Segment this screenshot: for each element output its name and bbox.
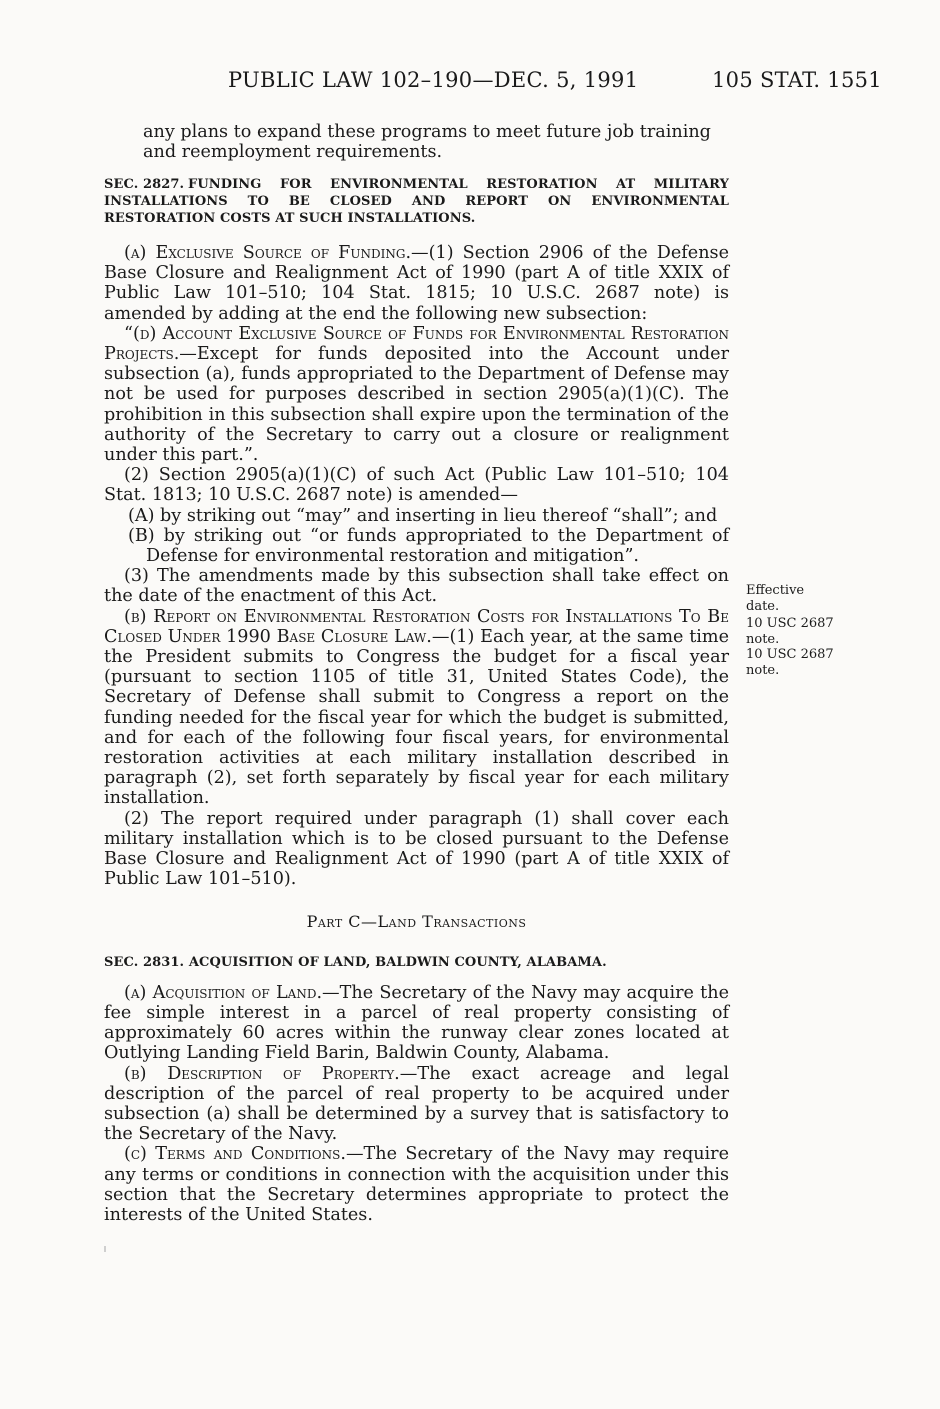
subsection-a-heading: (a) Exclusive Source of Funding. — [124, 243, 412, 263]
running-head-page-number: 105 STAT. 1551 — [712, 68, 882, 92]
subsection-c-text: —The Secretary of the Navy may require any terms or conditions in connection with the acquisition under this section that the Secretary determines appropriate to protect the interests of the United States. — [104, 1144, 729, 1225]
margin-note-usc-2-line2: note. — [746, 662, 780, 678]
section-2831-subsection-b — [104, 1064, 729, 1145]
subsection-b-paragraph-2: (2) The report required under paragraph (1) shall cover each military installation which is to be closed pursuant to the Defense Base Closure and Realignment Act of 1990 (part A of title XXIX of Public Law 101–510). — [104, 808, 729, 890]
part-c-title: Part C—Land Transactions — [306, 911, 527, 931]
subsection-a-text: —(1) Section 2906 of the Defense Base Closure and Realignment Act of 1990 (part A of title XXIX of Public Law 101–510; 104 Stat. 1815; 10 U.S.C. 2687 note) is amended by adding at the end the following new subsection: — [104, 243, 729, 324]
section-title: ACQUISITION OF LAND, BALDWIN COUNTY, ALABAMA. — [188, 954, 607, 970]
subparagraph-a: (A) by striking out “may” and inserting in lieu thereof “shall”; and — [128, 505, 718, 526]
scan-artifact — [104, 1246, 106, 1252]
section-2831-subsection-c — [104, 1144, 729, 1225]
running-head-title: PUBLIC LAW 102–190—DEC. 5, 1991 — [228, 68, 639, 92]
subsection-a-heading: (a) Acquisition of Land. — [124, 982, 323, 1003]
subsection-a-paragraph-2: (2) Section 2905(a)(1)(C) of such Act (Public Law 101–510; 104 Stat. 1813; 10 U.S.C. 2687 note) is amended— — [104, 465, 729, 506]
subsection-a-text: —The Secretary of the Navy may acquire the fee simple interest in a parcel of real property consisting of approximately 60 acres within the runway clear zones located at Outlying Landing Field Barin, Baldwin County, Alabama. — [104, 982, 729, 1064]
subsection-b-heading: (b) Description of Property. — [124, 1063, 400, 1084]
section-title: FUNDING FOR ENVIRONMENTAL RESTORATION AT MILITARY INSTALLATIONS TO BE CLOSED AND REPORT ON ENVIRONMENTAL RESTORATION COSTS AT SUCH INSTALLATIONS. — [104, 177, 729, 226]
subsection-b-text: —(1) Each year, at the same time the President submits to Congress the budget for a fiscal year (pursuant to section 1105 of title 31, United States Code), the Secretary of Defense shall submit to Congress a report on the funding needed for the fiscal year for which the budget is submitted, and for each of the following four fiscal years, for environmental restoration activities at each military installation described in paragraph (2), set forth separately by fiscal year for each military installation. — [104, 626, 729, 809]
subsection-b-heading: (b) Report on Environmental Restoration Costs for Installations To Be Closed Under 1990 Base Closure Law. — [104, 606, 729, 647]
section-heading — [104, 176, 729, 227]
continuation-paragraph: any plans to expand these programs to meet future job training and reemployment requirements. — [143, 122, 711, 163]
margin-note-usc-1-line2: note. — [746, 631, 780, 647]
section-2827 — [104, 176, 729, 1225]
section-2831-subsection-a — [104, 983, 729, 1064]
subsection-b-text: —The exact acreage and legal description of the parcel of real property to be acquired under subsection (a) shall be determined by a survey that is satisfactory to the Secretary of the Navy. — [104, 1063, 729, 1145]
margin-notes — [746, 583, 866, 678]
subparagraph-b: (B) by striking out “or funds appropriated to the Department of Defense for environmental restoration and mitigation”. — [128, 525, 729, 567]
section-2831-heading — [104, 954, 729, 971]
quoted-subsection-d — [104, 324, 729, 465]
margin-note-usc-1-line1: 10 USC 2687 — [746, 616, 834, 631]
subsection-c-heading: (c) Terms and Conditions. — [124, 1144, 346, 1165]
subsection-a-paragraph-1 — [104, 243, 729, 324]
margin-note-effective-date-line1: Effective — [746, 583, 805, 598]
subsection-b-paragraph-1 — [104, 607, 729, 809]
running-head — [0, 68, 940, 98]
margin-note-effective-date-line2: date. — [746, 598, 780, 614]
section-number: SEC. 2831. — [104, 954, 185, 970]
subsection-d-text: —Except for funds deposited into the Account under subsection (a), funds appropriated to the Department of Defense may not be used for purposes described in section 2905(a)(1)(C). The prohibition in this subsection shall expire upon the termination of the authority of the Secretary to carry out a closure or realignment under this part.”. — [104, 344, 729, 466]
subsection-a-paragraph-3: (3) The amendments made by this subsection shall take effect on the date of the enactment of this Act. — [104, 566, 729, 607]
subsection-d-heading: “(d) Account Exclusive Source of Funds for Environmental Restoration Projects. — [104, 323, 729, 365]
section-number: SEC. 2827. — [104, 177, 185, 192]
margin-note-usc-2-line1: 10 USC 2687 — [746, 647, 834, 662]
